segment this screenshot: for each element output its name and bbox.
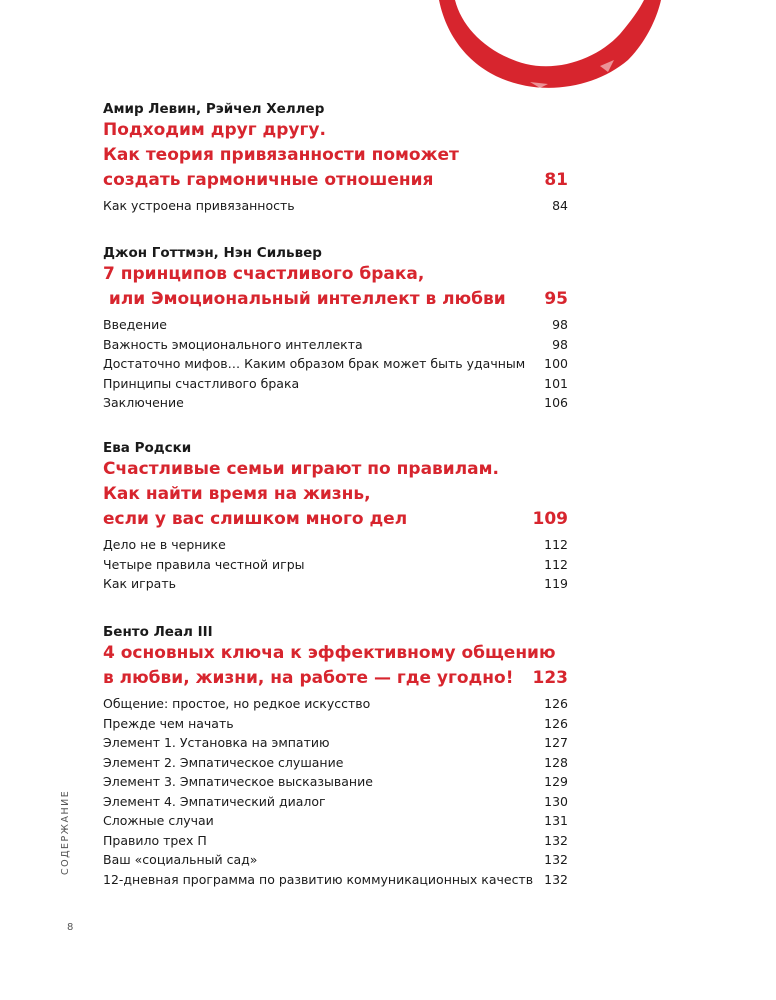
toc-entry-page: 132: [544, 832, 568, 848]
section-title-line[interactable]: [103, 287, 568, 312]
toc-entry-page: 127: [544, 735, 568, 750]
toc-entry-page: 84: [552, 198, 568, 213]
toc-entry-page: 132: [544, 871, 568, 887]
toc-entry[interactable]: [103, 733, 568, 753]
toc-entry-page: 119: [544, 576, 568, 591]
toc-entry[interactable]: [103, 315, 568, 335]
toc-entry[interactable]: [103, 811, 568, 831]
toc-entry[interactable]: [103, 714, 568, 734]
section-title-line[interactable]: 4 основных ключа к эффективному общению: [103, 643, 556, 663]
section-title-line[interactable]: [103, 168, 568, 193]
section-title-text: если у вас слишком много дел: [103, 509, 408, 529]
section-title-line[interactable]: 7 принципов счастливого брака,: [103, 264, 425, 284]
section-title-text: или Эмоциональный интеллект в любви: [103, 289, 506, 309]
toc-entry-page: 100: [544, 356, 568, 371]
section-author: Амир Левин, Рэйчел Хеллер: [103, 101, 325, 117]
toc-entry-label: Принципы счастливого брака: [103, 375, 300, 391]
toc-entry-label: Дело не в чернике: [103, 537, 226, 552]
toc-entry-page: 101: [544, 375, 568, 391]
section-page-number: 109: [532, 509, 568, 529]
toc-entry-page: 98: [552, 336, 568, 352]
side-running-header: СОДЕРЖАНИЕ: [60, 789, 71, 875]
toc-section-2: [103, 244, 568, 413]
page-folio-number: 8: [67, 922, 74, 933]
section-page-number: 123: [532, 668, 568, 688]
section-author: Ева Родски: [103, 440, 192, 456]
toc-entry-label: Введение: [103, 317, 167, 332]
toc-entry[interactable]: [103, 555, 568, 575]
toc-entry[interactable]: [103, 574, 568, 594]
toc-entry-page: 106: [544, 395, 568, 410]
toc-entry[interactable]: [103, 354, 568, 374]
toc-entry[interactable]: [103, 335, 568, 355]
toc-entry-label: Как устроена привязанность: [103, 198, 295, 213]
toc-entry[interactable]: [103, 870, 568, 890]
toc-entry[interactable]: [103, 374, 568, 394]
toc-entry[interactable]: [103, 535, 568, 555]
toc-entry-label: Важность эмоционального интеллекта: [103, 336, 363, 352]
toc-entry-page: 132: [544, 852, 568, 867]
section-title-line[interactable]: Как теория привязанности поможет: [103, 145, 459, 165]
toc-entry-label: Элемент 4. Эмпатический диалог: [103, 793, 326, 809]
toc-entry-label: Элемент 2. Эмпатическое слушание: [103, 754, 344, 770]
toc-entry[interactable]: [103, 772, 568, 792]
toc-entry[interactable]: [103, 850, 568, 870]
toc-entry-page: 98: [552, 317, 568, 332]
toc-entry-page: 126: [544, 715, 568, 731]
toc-section-3: [103, 439, 568, 594]
toc-entry-page: 112: [544, 556, 568, 572]
toc-section-4: [103, 623, 568, 889]
toc-entry-label: Достаточно мифов… Каким образом брак может быть удачным: [103, 356, 526, 371]
section-title-text: создать гармоничные отношения: [103, 170, 434, 190]
section-title-line[interactable]: [103, 507, 568, 532]
section-page-number: 81: [544, 170, 568, 190]
toc-entry-label: 12-дневная программа по развитию коммуникационных качеств: [103, 871, 534, 887]
section-author: Бенто Леал III: [103, 624, 213, 640]
section-title-line[interactable]: Счастливые семьи играют по правилам.: [103, 459, 499, 479]
toc-entry-page: 129: [544, 774, 568, 789]
toc-entry-label: Правило трех П: [103, 832, 207, 848]
toc-entry-label: Элемент 3. Эмпатическое высказывание: [103, 774, 373, 789]
toc-entry-label: Заключение: [103, 395, 184, 410]
toc-entry[interactable]: [103, 753, 568, 773]
toc-entry-label: Как играть: [103, 576, 176, 591]
toc-entry-page: 112: [544, 537, 568, 552]
toc-entry-page: 126: [544, 696, 568, 711]
section-title-line[interactable]: [103, 666, 568, 691]
toc-entry-page: 128: [544, 754, 568, 770]
toc-entry[interactable]: [103, 393, 568, 413]
toc-section-1: [103, 100, 568, 216]
toc-entry[interactable]: [103, 196, 568, 216]
section-title-line[interactable]: Как найти время на жизнь,: [103, 484, 371, 504]
toc-entry-label: Прежде чем начать: [103, 715, 234, 731]
toc-entry-label: Общение: простое, но редкое искусство: [103, 696, 371, 711]
section-page-number: 95: [544, 289, 568, 309]
section-author: Джон Готтмэн, Нэн Сильвер: [103, 245, 322, 261]
toc-entry-label: Сложные случаи: [103, 813, 214, 828]
toc-entry-label: Ваш «социальный сад»: [103, 852, 258, 867]
toc-entry-page: 131: [544, 813, 568, 828]
toc-entry[interactable]: [103, 694, 568, 714]
toc-entry[interactable]: [103, 792, 568, 812]
section-title-text: в любви, жизни, на работе — где угодно!: [103, 668, 514, 688]
toc-entry-label: Элемент 1. Установка на эмпатию: [103, 735, 330, 750]
toc-entry-page: 130: [544, 793, 568, 809]
toc-entry[interactable]: [103, 831, 568, 851]
section-title-line[interactable]: Подходим друг другу.: [103, 120, 326, 140]
toc-entry-label: Четыре правила честной игры: [103, 556, 305, 572]
